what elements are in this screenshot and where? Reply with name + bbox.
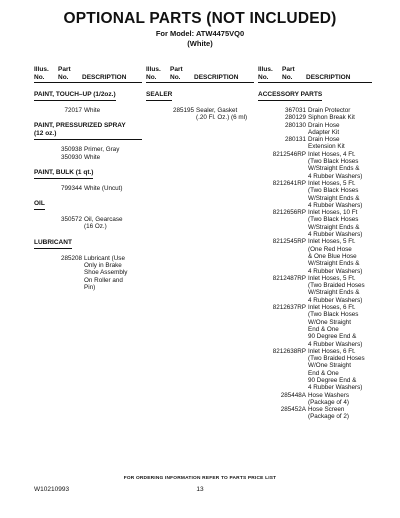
part-row [258,304,372,348]
section-title: OIL [34,200,45,210]
part-number: 72017 [64,107,82,114]
parts-column-2 [146,66,254,122]
part-no-header: Part No. [58,66,71,81]
part-row [34,185,142,192]
section-heading [34,200,142,210]
part-row [258,406,372,421]
part-row [258,136,372,151]
column-header [146,66,254,83]
part-description: Drain Protector [308,107,351,114]
section-heading [258,91,372,101]
part-description: Inlet Hoses, 5 Ft. (One Red Hose & One Blue Hose W/Straight Ends & 4 Rubber Washers) [308,238,363,275]
part-number: 285452A [280,406,306,414]
part-row [258,107,372,114]
model-number: For Model: ATW4475VQ0 [155,29,245,38]
part-description: Inlet Hoses, 6 Ft. (Two Braided Hoses W/One Straight End & One 90 Degree End & 4 Rubber Washers) [308,347,365,392]
part-description: Drain Hose Extension Kit [308,136,345,151]
column-header [34,66,142,83]
part-description: Inlet Hoses, 6 Ft. (Two Black Hoses W/One Straight End & One 90 Degree End & 4 Rubber Washers) [308,304,363,348]
description-header: DESCRIPTION [306,73,351,81]
part-number: 280130 [284,121,306,129]
part-number: 280131 [284,136,306,144]
part-row [258,348,372,392]
part-number: 280129 [284,114,306,122]
section-title: ACCESSORY PARTS [258,91,322,101]
part-description: Inlet Hoses, 4 Ft. (Two Black Hoses W/Straight Ends & 4 Rubber Washers) [308,150,363,180]
column-header [258,66,372,83]
document-number: W10210993 [34,486,70,493]
part-number: 285208 [60,254,82,262]
part-row [34,146,142,153]
part-description: Inlet Hoses, 5 Ft. (Two Braided Hoses W/Straight Ends & 4 Rubber Washers) [308,274,365,304]
part-number: 8212656RP [272,209,306,217]
part-no-header: Part No. [170,66,183,81]
ordering-note: FOR ORDERING INFORMATION REFER TO PARTS PRICE LIST [123,476,277,481]
illus-no-header: Illus. No. [258,66,273,81]
part-description: Inlet Hoses, 5 Ft. (Two Black Hoses W/Straight Ends & 4 Rubber Washers) [308,179,363,209]
part-row [258,392,372,407]
part-row [146,107,254,122]
section-heading [34,239,142,249]
part-description: Primer, Gray [84,146,120,154]
part-description: White (Uncut) [84,184,123,192]
part-number: 367031 [284,107,306,114]
part-description: White [84,107,101,114]
parts-column-3 [258,66,372,421]
part-row [258,114,372,121]
part-row [258,238,372,274]
part-number: 285448A [280,391,306,399]
part-row [34,216,142,231]
part-row [34,154,142,161]
page-title: OPTIONAL PARTS (NOT INCLUDED) [63,10,337,27]
part-number: 8212641RP [272,179,306,187]
part-row [258,209,372,238]
part-row [258,122,372,137]
parts-column-1 [34,66,142,291]
part-number: 8212638RP [272,347,306,355]
part-description: Oil, Gearcase (16 Oz.) [84,216,123,231]
part-description: Hose Screen (Package of 2) [308,406,349,421]
section-heading [34,169,142,179]
description-header: DESCRIPTION [82,73,127,81]
part-no-header: Part No. [282,66,295,81]
part-number: 350572 [60,216,82,224]
description-header: DESCRIPTION [194,73,239,81]
section-title: PAINT, TOUCH–UP (1/2oz.) [34,91,116,101]
section-heading [34,122,142,140]
part-number: 8212637RP [272,304,306,312]
part-number: 8212545RP [272,238,306,246]
illus-no-header: Illus. No. [146,66,161,81]
part-description: Siphon Break Kit [308,114,355,122]
part-number: 8212487RP [272,274,306,282]
part-number: 350938 [60,146,82,154]
section-title: LUBRICANT [34,239,72,249]
part-description: Hose Washers (Package of 4) [308,391,350,406]
part-number: 799344 [60,184,82,192]
model-color: (White) [187,38,213,48]
section-heading [146,91,254,101]
part-description: White [84,153,101,161]
page-number: 13 [196,486,204,493]
part-number: 350930 [60,153,82,161]
section-title: PAINT, BULK (1 qt.) [34,169,93,179]
part-description: Inlet Hoses, 10 Ft (Two Black Hoses W/Straight Ends & 4 Rubber Washers) [308,209,363,239]
part-row [258,180,372,209]
part-row [258,275,372,304]
part-description: Lubricant (Use Only in Brake Shoe Assembly On Roller and Pin) [84,254,128,291]
part-row [34,107,142,114]
part-description: Drain Hose Adapter Kit [308,121,340,136]
section-title: PAINT, PRESSURIZED SPRAY (12 oz.) [34,122,142,140]
section-heading [34,91,142,101]
part-number: 285195 [172,107,194,114]
section-title: SEALER [146,91,172,101]
part-row [34,255,142,291]
part-number: 8212546RP [272,150,306,158]
illus-no-header: Illus. No. [34,66,49,81]
part-row [258,151,372,180]
part-description: Sealer, Gasket (.20 Fl. Oz.) (6 ml) [196,107,248,122]
